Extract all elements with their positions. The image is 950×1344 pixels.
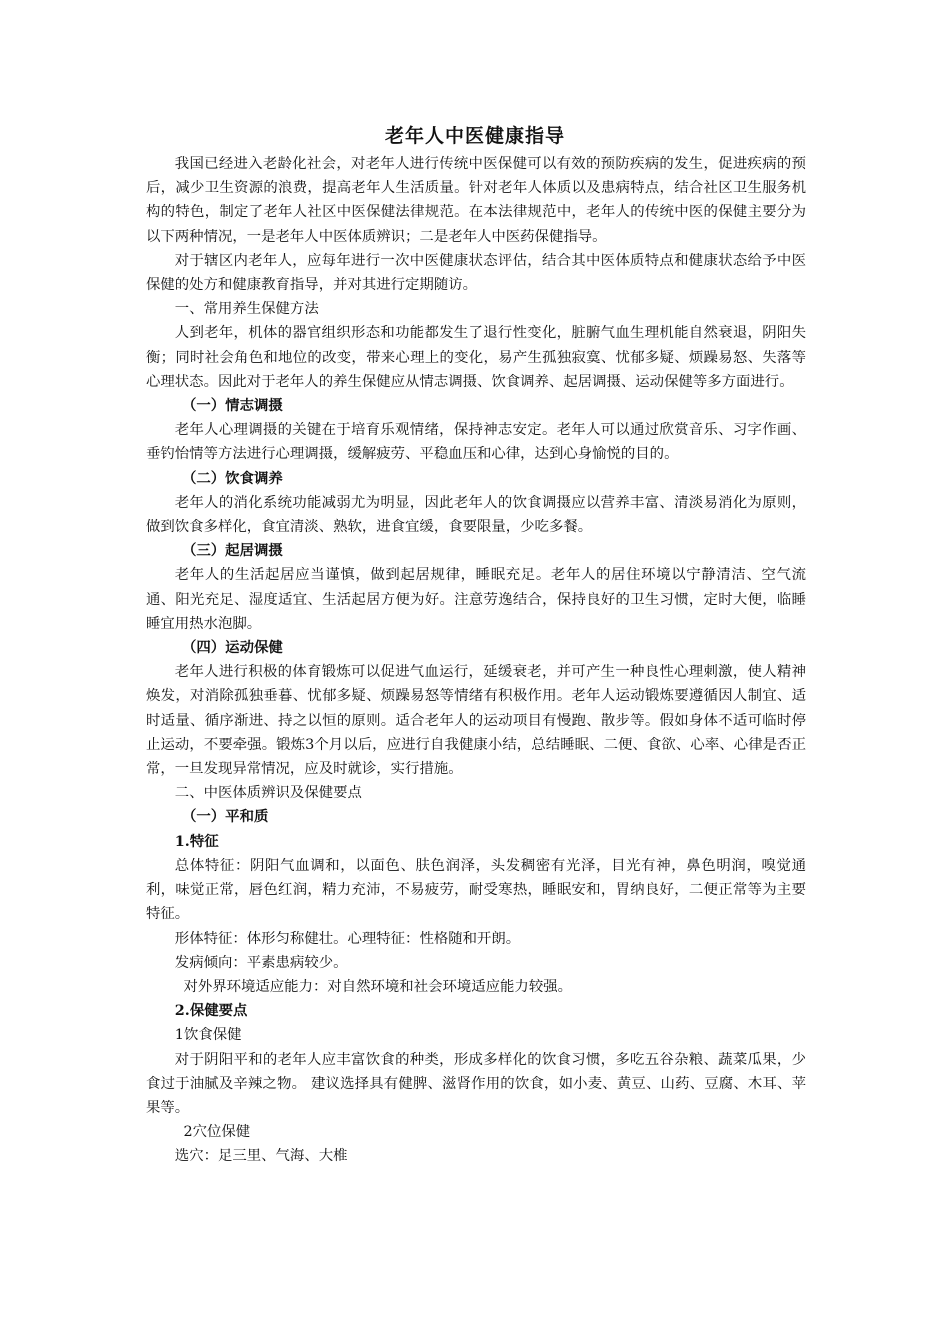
document-body	[146, 152, 806, 1169]
section-heading: （四）运动保健	[182, 639, 283, 657]
paragraph: 老年人心理调摄的关键在于培育乐观情绪，保持神志安定。老年人可以通过欣赏音乐、习字作画、垂钓怡情等方法进行心理调摄，缓解疲劳、平稳血压和心律，达到心身愉悦的目的。	[146, 422, 806, 463]
paragraph: 总体特征：阴阳气血调和，以面色、肤色润泽，头发稠密有光泽，目光有神，鼻色明润，嗅觉通利，味觉正常，唇色红润，精力充沛，不易疲劳，耐受寒热，睡眠安和，胃纳良好，二便正常等为主要特征。	[146, 857, 806, 923]
text-line: 发病倾向：平素患病较少。	[174, 954, 348, 971]
section-heading: （一）平和质	[182, 808, 269, 826]
paragraph: 对于阴阳平和的老年人应丰富饮食的种类，形成多样化的饮食习惯，多吃五谷杂粮、蔬菜瓜果，少食过于油腻及辛辣之物。 建议选择具有健脾、滋肾作用的饮食，如小麦、黄豆、山药、豆腐、木耳、苹果等。	[146, 1051, 806, 1116]
paragraph: 我国已经进入老龄化社会，对老年人进行传统中医保健可以有效的预防疾病的发生，促进疾病的预后，减少卫生资源的浪费，提高老年人生活质量。针对老年人体质以及患病特点，结合社区卫生服务机构的特色，制定了老年人社区中医保健法律规范。在本法律规范中，老年人的传统中医的保健主要分为以下两种情况，一是老年人中医体质辨识；二是老年人中医药保健指导。	[146, 156, 806, 245]
subsection-heading: 1.特征	[174, 832, 219, 850]
text-line: 形体特征：体形匀称健壮。心理特征：性格随和开朗。	[174, 930, 521, 947]
section-heading: （二）饮食调养	[182, 469, 283, 487]
text-line: 2穴位保健	[183, 1124, 251, 1141]
paragraph: 老年人进行积极的体育锻炼可以促进气血运行，延缓衰老，并可产生一种良性心理刺激，使人精神焕发，对消除孤独垂暮、忧郁多疑、烦躁易怒等情绪有积极作用。老年人运动锻炼要遵循因人制宜、适时适量、循序渐进、持之以恒的原则。适合老年人的运动项目有慢跑、散步等。假如身体不适可临时停止运动，不要牵强。锻炼3个月以后，应进行自我健康小结，总结睡眠、二便、食欲、心率、心律是否正常，一旦发现异常情况，应及时就诊，实行措施。	[146, 664, 806, 778]
section-heading: （一）情志调摄	[182, 397, 283, 415]
text-line: 二、中医体质辨识及保健要点	[174, 785, 362, 802]
text-line: 对外界环境适应能力：对自然环境和社会环境适应能力较强。	[183, 978, 572, 995]
paragraph: 老年人的消化系统功能减弱尤为明显，因此老年人的饮食调摄应以营养丰富、清淡易消化为原则，做到饮食多样化，食宜清淡、熟软，进食宜缓，食要限量，少吃多餐。	[146, 494, 806, 536]
text-line: 1饮食保健	[174, 1027, 242, 1044]
paragraph: 人到老年，机体的器官组织形态和功能都发生了退行性变化，脏腑气血生理机能自然衰退，阴阳失衡；同时社会角色和地位的改变，带来心理上的变化，易产生孤独寂寞、忧郁多疑、烦躁易怒、失落等心理状态。因此对于老年人的养生保健应从情志调摄、饮食调养、起居调摄、运动保健等多方面进行。	[146, 325, 806, 390]
paragraph: 老年人的生活起居应当谨慎，做到起居规律，睡眠充足。老年人的居住环境以宁静清洁、空气流通、阳光充足、湿度适宜、生活起居方便为好。注意劳逸结合，保持良好的卫生习惯，定时大便，临睡睡宜用热水泡脚。	[146, 567, 806, 632]
text-line: 选穴：足三里、气海、大椎	[174, 1148, 348, 1165]
section-heading: （三）起居调摄	[182, 542, 283, 560]
document-title: 老年人中医健康指导	[384, 125, 565, 147]
paragraph: 对于辖区内老年人，应每年进行一次中医健康状态评估，结合其中医体质特点和健康状态给予中医保健的处方和健康教育指导，并对其进行定期随访。	[146, 252, 806, 294]
text-line: 一、常用养生保健方法	[174, 301, 319, 318]
subsection-heading: 2.保健要点	[174, 1002, 248, 1020]
